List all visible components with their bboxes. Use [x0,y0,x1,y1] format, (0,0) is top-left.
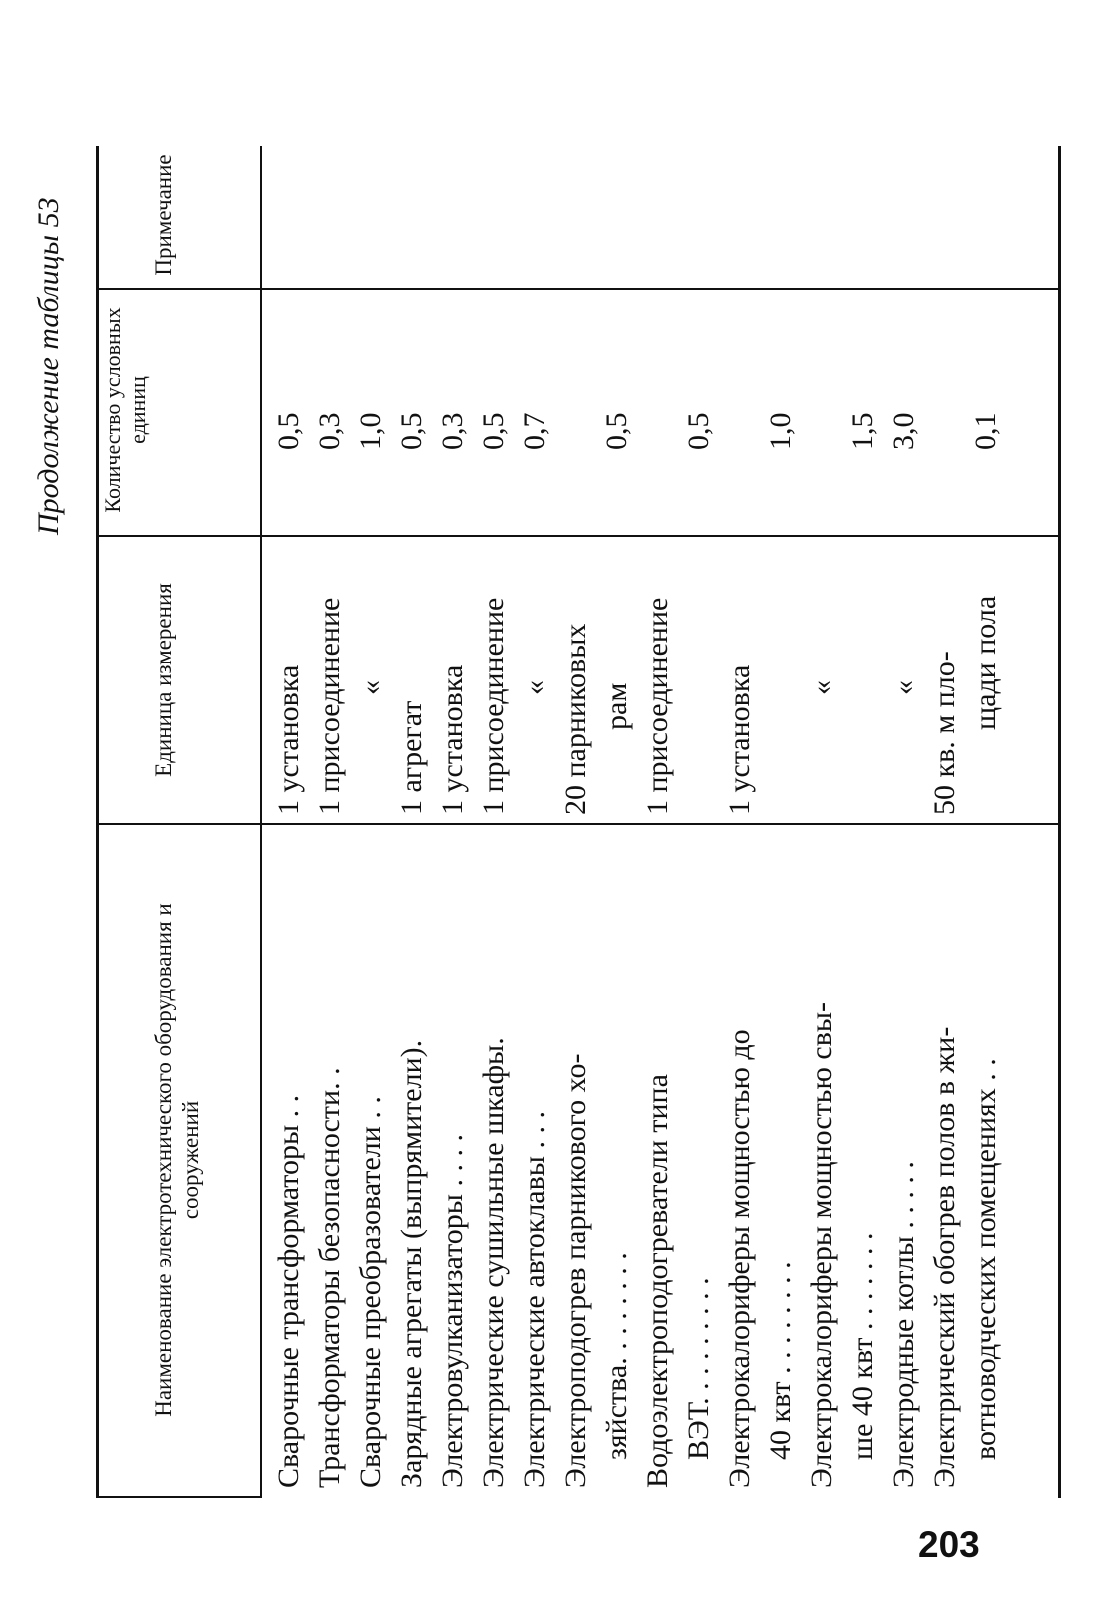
cell-unit: « [805,680,838,695]
top-rule [96,146,99,1498]
cell-unit: 1 установка [723,664,756,815]
cell-name: ше 40 квт . . . . . . . [846,1232,879,1460]
cell-name: Водоэлектроподогреватели типа [641,1074,674,1488]
header-note: Примечание [151,154,176,276]
cell-unit: 1 присоединение [641,597,674,815]
cell-unit: 20 парниковых [559,623,592,815]
cell-quantity: 0,7 [518,412,551,450]
cell-name: Электродные котлы . . . . . [887,1161,920,1488]
cell-unit: 1 присоединение [477,597,510,815]
cell-quantity: 0,1 [969,412,1002,450]
header-rule-1 [96,1496,261,1498]
header-bottom-rule [260,146,262,1498]
cell-name: ВЭТ. . . . . . . . . [682,1277,715,1460]
cell-name: Электрокалориферы мощностью до [723,1029,756,1488]
cell-quantity: 0,5 [477,412,510,450]
cell-name: Электрические сушильные шкафы. [477,1037,510,1488]
cell-name: Электрические автоклавы . . . [518,1111,551,1488]
cell-unit: « [518,680,551,695]
cell-quantity: 0,5 [600,412,633,450]
cell-quantity: 1,5 [846,412,879,450]
cell-name: зяйства. . . . . . . . [600,1252,633,1460]
cell-unit: « [887,680,920,695]
cell-name: 40 квт . . . . . . . . [764,1261,797,1460]
cell-unit: 1 присоединение [313,597,346,815]
cell-quantity: 3,0 [887,412,920,450]
col-separator-2 [96,535,1060,537]
cell-unit: щади пола [969,595,1002,730]
cell-unit: « [354,680,387,695]
col-separator-1 [96,823,1060,825]
page-number: 203 [918,1524,980,1565]
cell-name: Сварочные трансформаторы . . [272,1094,305,1488]
cell-quantity: 0,5 [682,412,715,450]
cell-quantity: 1,0 [764,412,797,450]
cell-quantity: 0,3 [313,412,346,450]
cell-unit: 1 установка [436,664,469,815]
cell-name: Трансформаторы безопасности. . [313,1067,346,1488]
cell-name: Сварочные преобразователи . . [354,1096,387,1488]
table-caption: Продолжение таблицы 53 [32,197,65,535]
header-name: Наименование электротехнического оборудования и сооружений [151,903,203,1417]
cell-unit: 1 установка [272,664,305,815]
bottom-rule [1058,146,1061,1498]
cell-unit: 50 кв. м пло- [928,651,961,815]
header-quantity: Количество условных единиц [100,307,150,513]
cell-quantity: 0,3 [436,412,469,450]
cell-name: Электровулканизаторы . . . . [436,1134,469,1488]
cell-name: Электроподогрев парникового хо- [559,1053,592,1488]
cell-unit: 1 агрегат [395,700,428,815]
cell-name: Электрический обогрев полов в жи- [928,1026,961,1488]
col-separator-3 [96,288,1060,290]
cell-name: Зарядные агрегаты (выпрямители). [395,1039,428,1488]
cell-unit: рам [600,682,633,730]
cell-name: Электрокалориферы мощностью свы- [805,1001,838,1488]
cell-quantity: 0,5 [395,412,428,450]
cell-name: вотноводческих помещениях . . [969,1058,1002,1460]
cell-quantity: 1,0 [354,412,387,450]
header-unit: Единица измерения [151,583,176,777]
cell-quantity: 0,5 [272,412,305,450]
